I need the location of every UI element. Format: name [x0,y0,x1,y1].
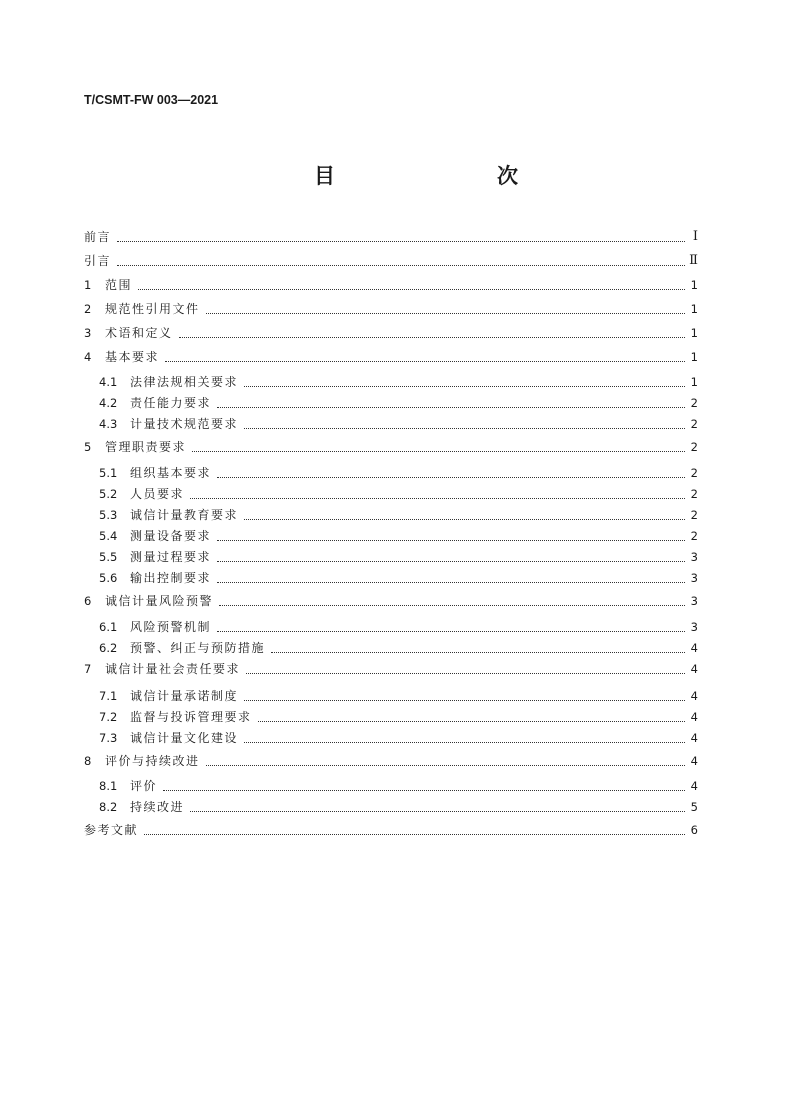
toc-entry-title: 管理职责要求 [105,440,187,454]
toc-entry-number: 4.3 [99,417,118,431]
toc-page-number: 4 [690,710,698,724]
toc-dot-leader [217,406,685,408]
toc-page-number: 2 [690,529,698,543]
toc-entry[interactable] [84,252,698,270]
toc-entry-number: 5.3 [99,508,118,522]
toc-entry-title: 预警、纠正与预防措施 [130,641,266,655]
toc-entry-title: 测量过程要求 [130,550,212,564]
toc-entry[interactable] [84,348,698,366]
toc-page-number: 1 [690,375,698,389]
toc-entry-label [84,348,159,366]
toc-entry-title: 诚信计量教育要求 [130,508,239,522]
toc-entry[interactable] [99,729,698,747]
toc-entry-title: 引言 [84,254,112,268]
toc-entry[interactable] [99,777,698,795]
toc-entry-title: 基本要求 [105,350,160,364]
toc-entry-number: 7 [84,662,92,676]
toc-entry-number: 4.1 [99,375,118,389]
toc-entry-number: 5.6 [99,571,118,585]
toc-entry-number: 6.1 [99,620,118,634]
toc-entry-number: 7.3 [99,731,118,745]
toc-page-number: 6 [690,823,698,837]
toc-entry[interactable] [99,394,698,412]
toc-dot-leader [117,240,685,242]
toc-entry-title: 组织基本要求 [130,466,212,480]
toc-dot-leader [217,581,685,583]
toc-entry-label [99,506,238,524]
document-code: T/CSMT-FW 003—2021 [84,93,219,107]
toc-entry[interactable] [84,438,698,456]
toc-entry-title: 前言 [84,230,112,244]
toc-entry-title: 监督与投诉管理要求 [130,710,252,724]
toc-entry-number: 8.1 [99,779,118,793]
toc-dot-leader [217,476,685,478]
toc-entry-label [84,438,186,456]
toc-entry-title: 诚信计量文化建设 [130,731,239,745]
toc-entry-number: 5.5 [99,550,118,564]
toc-entry-title: 范围 [105,278,133,292]
toc-entry-number: 4.2 [99,396,118,410]
toc-dot-leader [117,264,685,266]
toc-entry-number: 8 [84,754,92,768]
toc-entry[interactable] [84,821,698,839]
toc-dot-leader [138,288,685,290]
toc-entry[interactable] [99,485,698,503]
toc-entry[interactable] [99,415,698,433]
toc-page-number: Ⅱ [689,253,698,268]
toc-dot-leader [144,833,685,835]
toc-entry-label [99,373,238,391]
toc-dot-leader [244,385,685,387]
toc-entry-number: 7.2 [99,710,118,724]
toc-entry-title: 评价 [130,779,158,793]
toc-entry-label [84,752,200,770]
toc-entry[interactable] [99,464,698,482]
toc-entry-label [84,228,111,246]
toc-dot-leader [244,518,685,520]
toc-entry-title: 参考文献 [84,823,139,837]
toc-entry-label [99,548,211,566]
toc-page-number: 4 [690,779,698,793]
toc-entry-number: 6 [84,594,92,608]
toc-page-number: 3 [690,620,698,634]
toc-dot-leader [192,450,685,452]
toc-entry-number: 1 [84,278,92,292]
toc-entry[interactable] [99,798,698,816]
toc-page-number: 4 [690,754,698,768]
toc-page-number: 2 [690,417,698,431]
toc-entry-title: 诚信计量承诺制度 [130,689,239,703]
page-title: 目 次 [314,164,558,188]
toc-entry-number: 8.2 [99,800,118,814]
toc-entry-label [84,252,111,270]
toc-dot-leader [271,651,685,653]
toc-entry[interactable] [84,324,698,342]
toc-page-number: 3 [690,571,698,585]
toc-page-number: 4 [690,662,698,676]
toc-dot-leader [206,764,685,766]
toc-entry-number: 3 [84,326,92,340]
toc-page-number: 1 [690,350,698,364]
toc-entry-number: 5.2 [99,487,118,501]
toc-entry[interactable] [99,618,698,636]
toc-page-number: 5 [690,800,698,814]
toc-entry-title: 风险预警机制 [130,620,212,634]
toc-entry-title: 规范性引用文件 [105,302,200,316]
toc-entry-label [99,464,211,482]
toc-page-number: 4 [690,731,698,745]
toc-entry-label [84,324,173,342]
toc-entry[interactable] [99,708,698,726]
toc-entry[interactable] [99,569,698,587]
toc-entry-title: 持续改进 [130,800,185,814]
toc-entry-number: 5.4 [99,529,118,543]
toc-entry-label [99,687,238,705]
toc-entry[interactable] [84,592,698,610]
toc-dot-leader [206,312,685,314]
toc-dot-leader [217,539,685,541]
toc-page-number: 1 [690,278,698,292]
toc-entry-number: 6.2 [99,641,118,655]
toc-entry-number: 7.1 [99,689,118,703]
toc-entry[interactable] [84,276,698,294]
toc-entry-title: 诚信计量社会责任要求 [105,662,241,676]
toc-dot-leader [165,360,685,362]
toc-entry[interactable] [99,527,698,545]
toc-entry-number: 5.1 [99,466,118,480]
toc-entry-number: 5 [84,440,92,454]
toc-entry-label [84,276,132,294]
toc-entry[interactable] [84,660,698,678]
toc-dot-leader [244,699,685,701]
toc-entry-label [99,639,265,657]
toc-page-number: 1 [690,326,698,340]
toc-entry-number: 2 [84,302,92,316]
toc-page-number: 4 [690,641,698,655]
toc-entry-label [99,708,252,726]
toc-entry-label [99,415,238,433]
toc-entry-title: 输出控制要求 [130,571,212,585]
toc-entry[interactable] [99,687,698,705]
toc-entry[interactable] [84,752,698,770]
toc-page-number: 1 [690,302,698,316]
toc-entry-label [84,660,240,678]
toc-page-number: 2 [690,466,698,480]
toc-dot-leader [217,630,685,632]
toc-dot-leader [258,720,685,722]
toc-entry-label [99,527,211,545]
toc-entry-title: 诚信计量风险预警 [105,594,214,608]
toc-page-number: 2 [690,396,698,410]
toc-dot-leader [217,560,685,562]
toc-entry-label [84,300,200,318]
toc-entry-title: 测量设备要求 [130,529,212,543]
toc-entry[interactable] [99,548,698,566]
toc-entry-title: 术语和定义 [105,326,173,340]
toc-entry-title: 评价与持续改进 [105,754,200,768]
toc-dot-leader [219,604,685,606]
toc-dot-leader [244,741,685,743]
toc-entry-label [84,592,213,610]
toc-dot-leader [244,427,685,429]
toc-entry-title: 计量技术规范要求 [130,417,239,431]
toc-entry[interactable] [99,506,698,524]
toc-page-number: 2 [690,487,698,501]
toc-page-number: 4 [690,689,698,703]
toc-dot-leader [190,810,685,812]
toc-entry-title: 责任能力要求 [130,396,212,410]
toc-entry-label [99,569,211,587]
toc-entry-label [99,394,211,412]
toc-entry-label [99,729,238,747]
toc-dot-leader [179,336,685,338]
toc-entry-number: 4 [84,350,92,364]
toc-dot-leader [163,789,685,791]
toc-page-number: 2 [690,508,698,522]
toc-entry[interactable] [99,373,698,391]
toc-page-number: 3 [690,594,698,608]
toc-page-number: 2 [690,440,698,454]
toc-entry-title: 法律法规相关要求 [130,375,239,389]
toc-page-number: Ⅰ [692,229,698,244]
toc-entry-label [84,821,138,839]
toc-entry-label [99,798,184,816]
toc-dot-leader [190,497,685,499]
toc-entry[interactable] [84,300,698,318]
toc-entry-label [99,485,184,503]
toc-page-number: 3 [690,550,698,564]
toc-entry-label [99,777,157,795]
toc-entry[interactable] [99,639,698,657]
toc-dot-leader [246,672,685,674]
toc-entry-title: 人员要求 [130,487,185,501]
toc-entry-label [99,618,211,636]
toc-entry[interactable] [84,228,698,246]
